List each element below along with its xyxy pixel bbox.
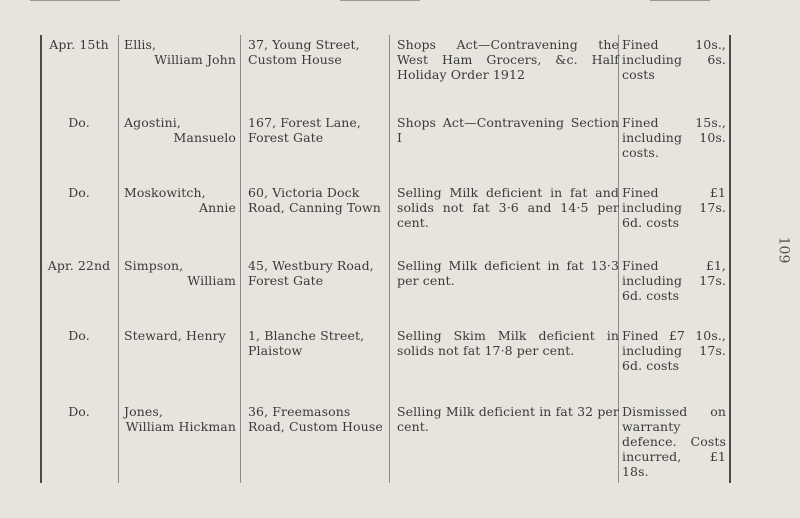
table-row-name [124,185,236,215]
top-rule-left [30,0,120,5]
name-forename: William Hickman [125,419,236,434]
name-surname: Ellis, [124,37,157,52]
name-surname: Agostini, [124,115,181,130]
table-row-date: Do. [68,115,90,130]
name-forename: William [187,273,236,288]
table-row-date: Do. [68,328,90,343]
table-row-offence: Selling Milk deficient in fat 13·3 per cent. [397,258,619,288]
name-surname: Simpson, [124,258,184,273]
column-rule-2 [240,35,241,483]
table-row-offence: Selling Milk deficient in fat 32 per cent. [397,404,619,434]
table-row-address: 167, Forest Lane, Forest Gate [248,115,361,145]
table-row-name [124,37,236,67]
table-row-name [124,258,236,288]
name-forename: William John [154,52,236,67]
table-row-result: Fined £1, including 17s. 6d. costs [622,258,726,303]
table-row-address: 45, Westbury Road, Forest Gate [248,258,374,288]
table-row-result: Fined £1 including 17s. 6d. costs [622,185,726,230]
table-left-border [40,35,42,483]
table-row-date: Do. [68,404,90,419]
table-row-name [124,328,236,343]
table-row-name [124,115,236,145]
table-row-offence: Selling Skim Milk deficient in solids not fat 17·8 per cent. [397,328,619,358]
name-surname: Steward, Henry [124,328,226,343]
table-row-address: 37, Young Street, Custom House [248,37,360,67]
name-surname: Jones, [124,404,163,419]
page-number: 109 [775,236,792,264]
table-row-address: 60, Victoria Dock Road, Canning Town [248,185,381,215]
table-row-date: Apr. 15th [49,37,109,52]
top-rule-mid [340,0,420,5]
table-row-date: Do. [68,185,90,200]
table-right-border [729,35,731,483]
column-rule-3 [389,35,390,483]
table-row-result: Fined 10s., including 6s. costs [622,37,726,82]
table-row-offence: Shops Act—Contravening Section I [397,115,619,145]
table-row-result: Dismissed on warranty defence. Costs incurred, £1 18s. [622,404,726,479]
name-forename: Mansuelo [173,130,236,145]
column-rule-1 [118,35,119,483]
table-row-name [124,404,236,434]
table-row-offence: Selling Milk deficient in fat and solids not fat 3·6 and 14·5 per cent. [397,185,619,230]
table-row-result: Fined 15s., including 10s. costs. [622,115,726,160]
table-row-address: 1, Blanche Street, Plaistow [248,328,365,358]
table-row-date: Apr. 22nd [47,258,111,273]
table-row-result: Fined £7 10s., including 17s. 6d. costs [622,328,726,373]
table-row-offence: Shops Act—Contravening the West Ham Grocers, &c. Half Holiday Order 1912 [397,37,619,82]
top-rule-right [650,0,710,5]
name-surname: Moskowitch, [124,185,206,200]
name-forename: Annie [198,200,236,215]
table-row-address: 36, Freemasons Road, Custom House [248,404,383,434]
